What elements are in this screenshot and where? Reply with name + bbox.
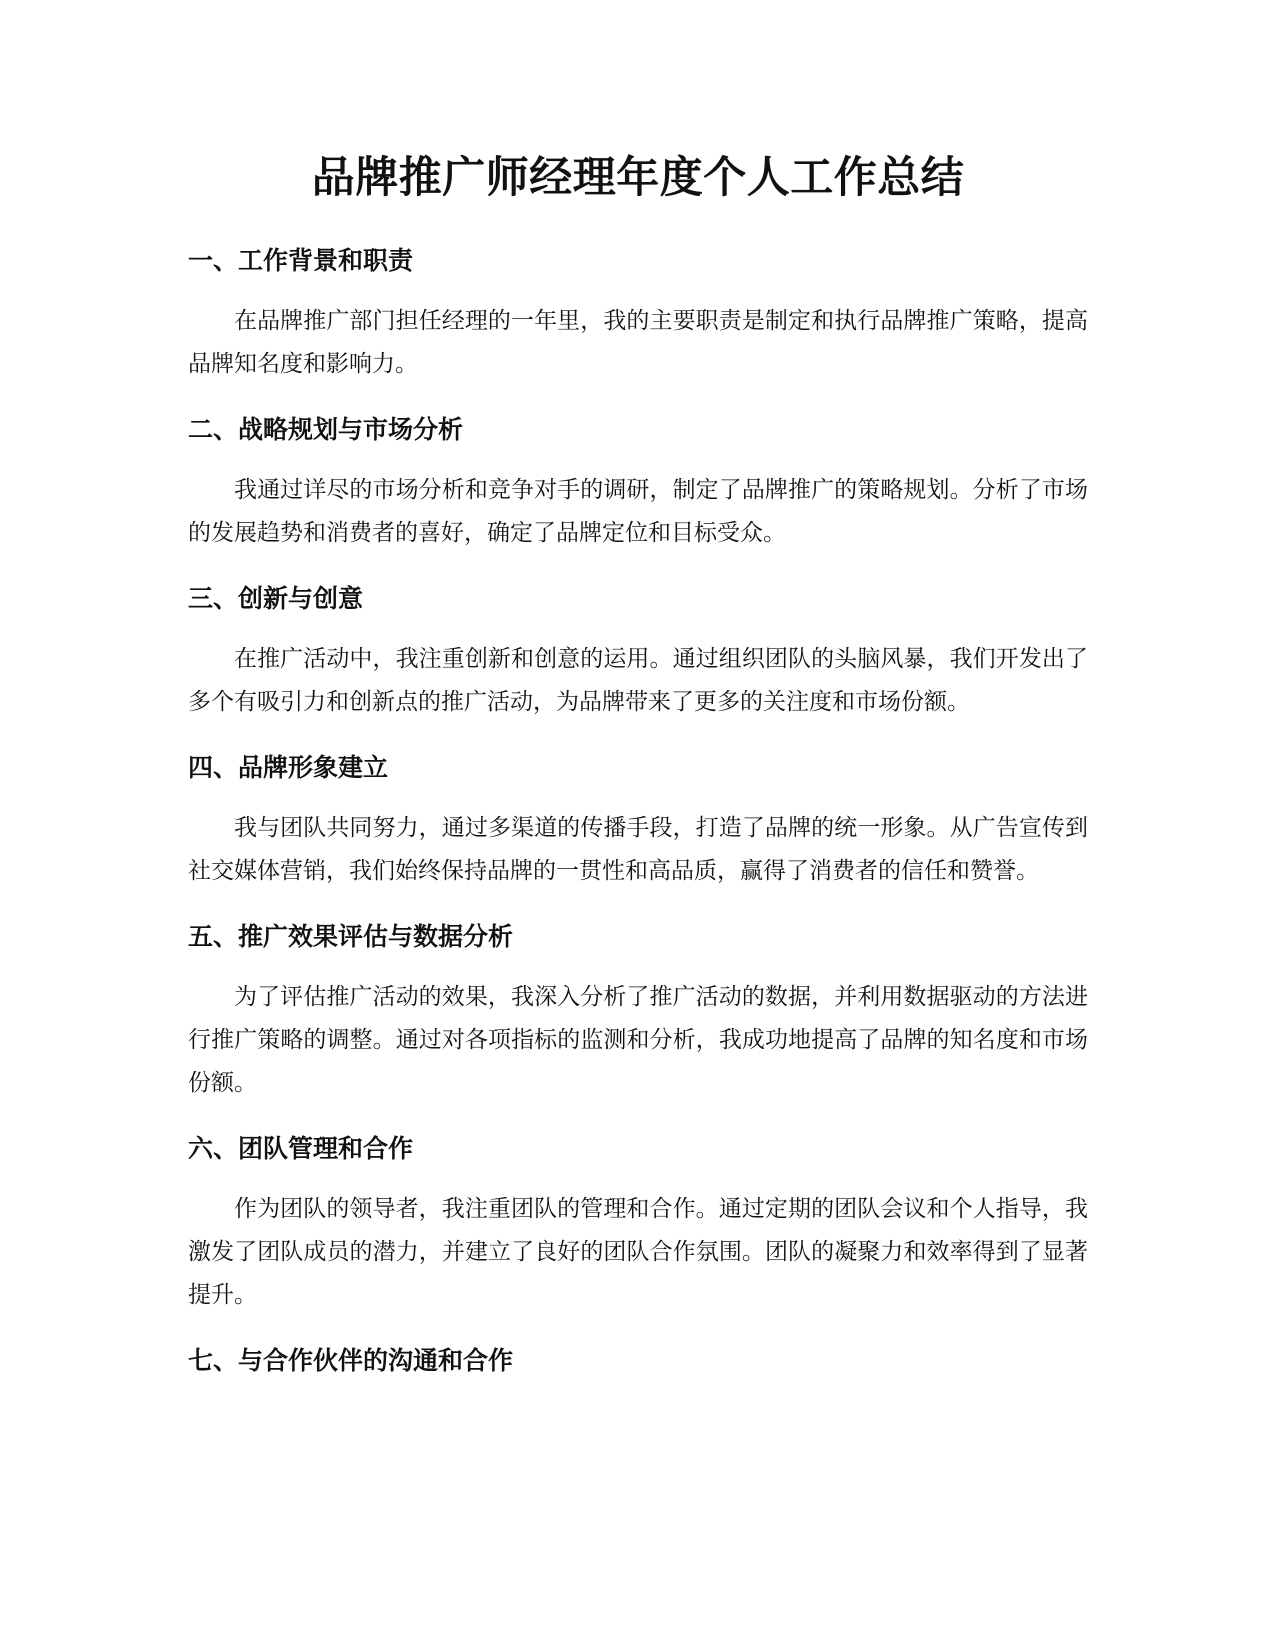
section-heading: 三、创新与创意 bbox=[188, 584, 364, 613]
section-3 bbox=[188, 581, 1088, 724]
section-paragraph: 为了评估推广活动的效果，我深入分析了推广活动的数据，并利用数据驱动的方法进行推广策略的调整。通过对各项指标的监测和分析，我成功地提高了品牌的知名度和市场份额。 bbox=[188, 984, 1088, 1096]
document-page bbox=[188, 0, 1088, 1650]
section-heading: 七、与合作伙伴的沟通和合作 bbox=[188, 1346, 514, 1375]
section-heading: 六、团队管理和合作 bbox=[188, 1134, 414, 1163]
section-paragraph: 我通过详尽的市场分析和竞争对手的调研，制定了品牌推广的策略规划。分析了市场的发展趋势和消费者的喜好，确定了品牌定位和目标受众。 bbox=[188, 477, 1088, 546]
section-paragraph: 我与团队共同努力，通过多渠道的传播手段，打造了品牌的统一形象。从广告宣传到社交媒体营销，我们始终保持品牌的一贯性和高品质，赢得了消费者的信任和赞誉。 bbox=[188, 815, 1088, 884]
section-4 bbox=[188, 750, 1088, 893]
section-paragraph: 在推广活动中，我注重创新和创意的运用。通过组织团队的头脑风暴，我们开发出了多个有吸引力和创新点的推广活动，为品牌带来了更多的关注度和市场份额。 bbox=[188, 646, 1088, 715]
section-heading: 一、工作背景和职责 bbox=[188, 246, 414, 275]
section-paragraph: 作为团队的领导者，我注重团队的管理和合作。通过定期的团队会议和个人指导，我激发了团队成员的潜力，并建立了良好的团队合作氛围。团队的凝聚力和效率得到了显著提升。 bbox=[188, 1196, 1088, 1308]
section-1 bbox=[188, 243, 1088, 386]
section-5 bbox=[188, 919, 1088, 1105]
section-2 bbox=[188, 412, 1088, 555]
section-heading: 五、推广效果评估与数据分析 bbox=[188, 922, 514, 951]
section-heading: 二、战略规划与市场分析 bbox=[188, 415, 464, 444]
section-7 bbox=[188, 1343, 1088, 1379]
section-6 bbox=[188, 1131, 1088, 1317]
document-sections bbox=[188, 243, 1088, 1379]
section-paragraph: 在品牌推广部门担任经理的一年里，我的主要职责是制定和执行品牌推广策略，提高品牌知名度和影响力。 bbox=[188, 308, 1088, 377]
section-heading: 四、品牌形象建立 bbox=[188, 753, 389, 782]
document-title: 品牌推广师经理年度个人工作总结 bbox=[311, 153, 965, 203]
